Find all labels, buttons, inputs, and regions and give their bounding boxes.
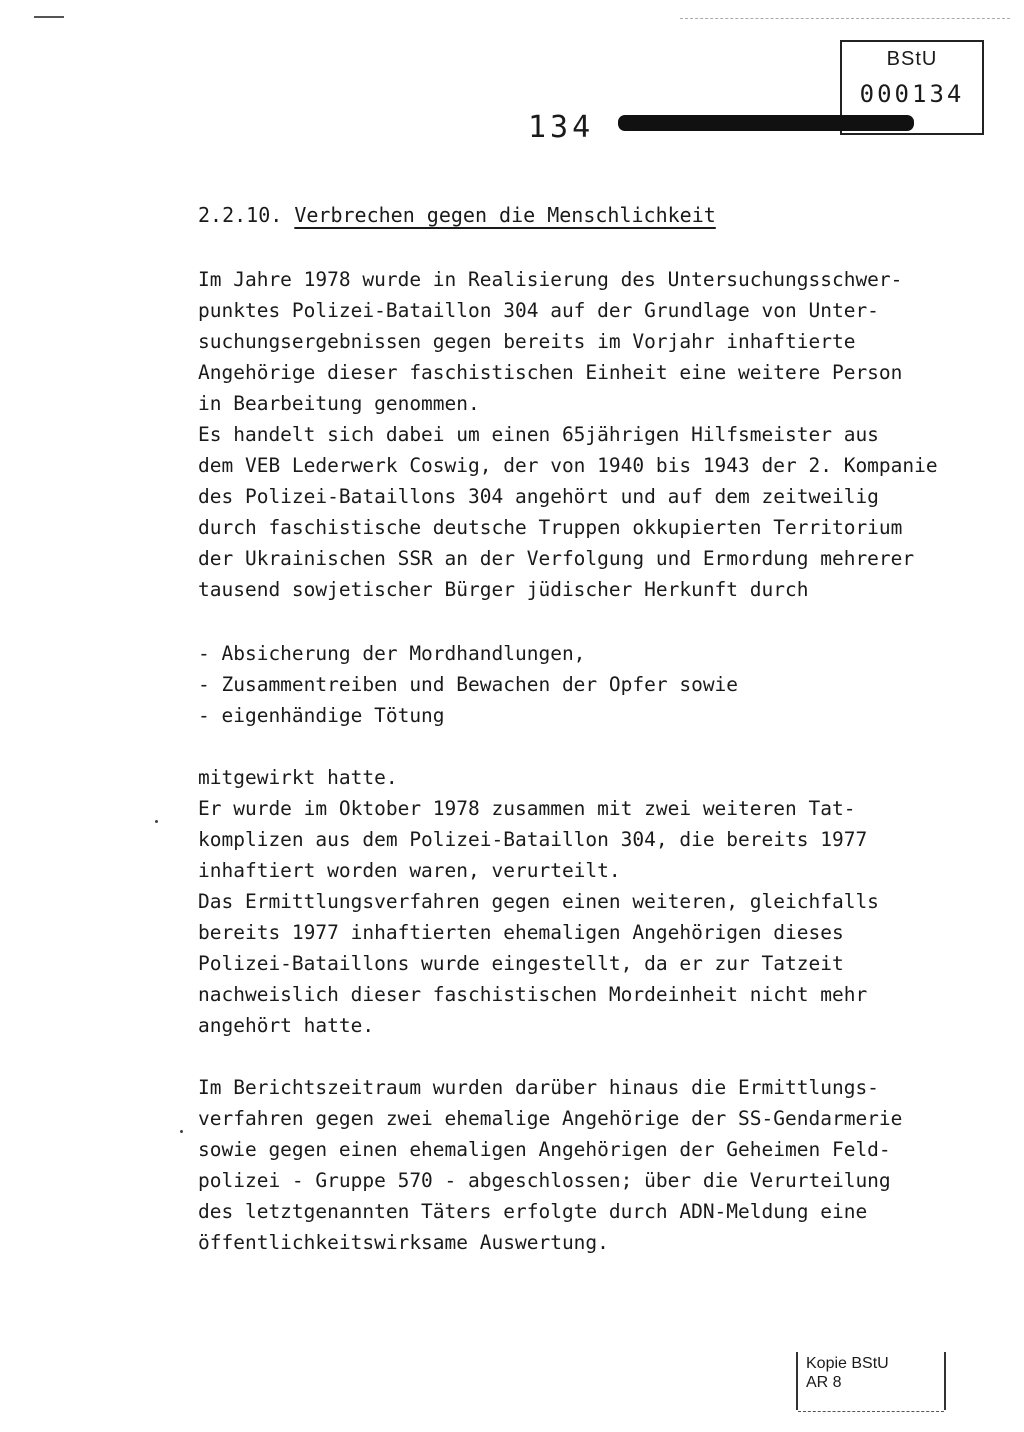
section-title: Verbrechen gegen die Menschlichkeit <box>294 203 716 227</box>
text-line: bereits 1977 inhaftierten ehemaligen Angehörigen dieses <box>198 921 844 944</box>
section-number: 2.2.10. <box>198 203 283 227</box>
page-number: 134 <box>528 110 595 145</box>
scan-mark <box>34 16 64 18</box>
text-line: mitgewirkt hatte. <box>198 766 398 789</box>
text-line: suchungsergebnissen gegen bereits im Vorjahr inhaftierte <box>198 330 856 353</box>
text-line: nachweislich dieser faschistischen Mordeinheit nicht mehr <box>198 983 868 1006</box>
copy-stamp-line-2: AR 8 <box>806 1374 842 1391</box>
scan-speck <box>155 820 158 823</box>
list-item: - Zusammentreiben und Bewachen der Opfer sowie <box>198 673 739 696</box>
text-line: in Bearbeitung genommen. <box>198 392 480 415</box>
scan-edge-line <box>680 18 1010 19</box>
paragraph-1 <box>198 264 938 605</box>
text-line: dem VEB Lederwerk Coswig, der von 1940 bis 1943 der 2. Kompanie <box>198 454 938 477</box>
paragraph-3 <box>198 1072 902 1258</box>
text-line: angehört hatte. <box>198 1014 375 1037</box>
text-line: punktes Polizei-Bataillon 304 auf der Grundlage von Unter- <box>198 299 879 322</box>
text-line: Im Berichtszeitraum wurden darüber hinaus die Ermittlungs- <box>198 1076 879 1099</box>
bullet-list <box>198 638 738 731</box>
text-line: Er wurde im Oktober 1978 zusammen mit zwei weiteren Tat- <box>198 797 856 820</box>
text-line: Polizei-Bataillons wurde eingestellt, da er zur Tatzeit <box>198 952 844 975</box>
paragraph-2 <box>198 762 879 1041</box>
text-line: inhaftiert worden waren, verurteilt. <box>198 859 621 882</box>
list-item: - Absicherung der Mordhandlungen, <box>198 642 586 665</box>
archive-stamp-org: BStU <box>886 48 938 70</box>
text-line: sowie gegen einen ehemaligen Angehörigen der Geheimen Feld- <box>198 1138 891 1161</box>
text-line: komplizen aus dem Polizei-Bataillon 304, die bereits 1977 <box>198 828 868 851</box>
text-line: der Ukrainischen SSR an der Verfolgung und Ermordung mehrerer <box>198 547 915 570</box>
text-line: des letztgenannten Täters erfolgte durch ADN-Meldung eine <box>198 1200 868 1223</box>
text-line: tausend sowjetischer Bürger jüdischer Herkunft durch <box>198 578 809 601</box>
text-line: Das Ermittlungsverfahren gegen einen weiteren, gleichfalls <box>198 890 879 913</box>
copy-stamp <box>796 1352 946 1410</box>
text-line: durch faschistische deutsche Truppen okkupierten Territorium <box>198 516 903 539</box>
text-line: des Polizei-Bataillons 304 angehört und auf dem zeitweilig <box>198 485 879 508</box>
redaction-bar <box>618 115 914 131</box>
text-line: öffentlichkeitswirksame Auswertung. <box>198 1231 609 1254</box>
text-line: polizei - Gruppe 570 - abgeschlossen; über die Verurteilung <box>198 1169 891 1192</box>
scan-speck <box>180 1130 183 1133</box>
text-line: Es handelt sich dabei um einen 65jährigen Hilfsmeister aus <box>198 423 879 446</box>
text-line: verfahren gegen zwei ehemalige Angehörige der SS-Gendarmerie <box>198 1107 903 1130</box>
copy-stamp-line-1: Kopie BStU <box>806 1355 889 1372</box>
text-line: Angehörige dieser faschistischen Einheit eine weitere Person <box>198 361 903 384</box>
list-item: - eigenhändige Tötung <box>198 704 445 727</box>
text-line: Im Jahre 1978 wurde in Realisierung des Untersuchungsschwer- <box>198 268 903 291</box>
archive-stamp-number: 000134 <box>859 80 965 108</box>
section-heading <box>198 203 716 227</box>
